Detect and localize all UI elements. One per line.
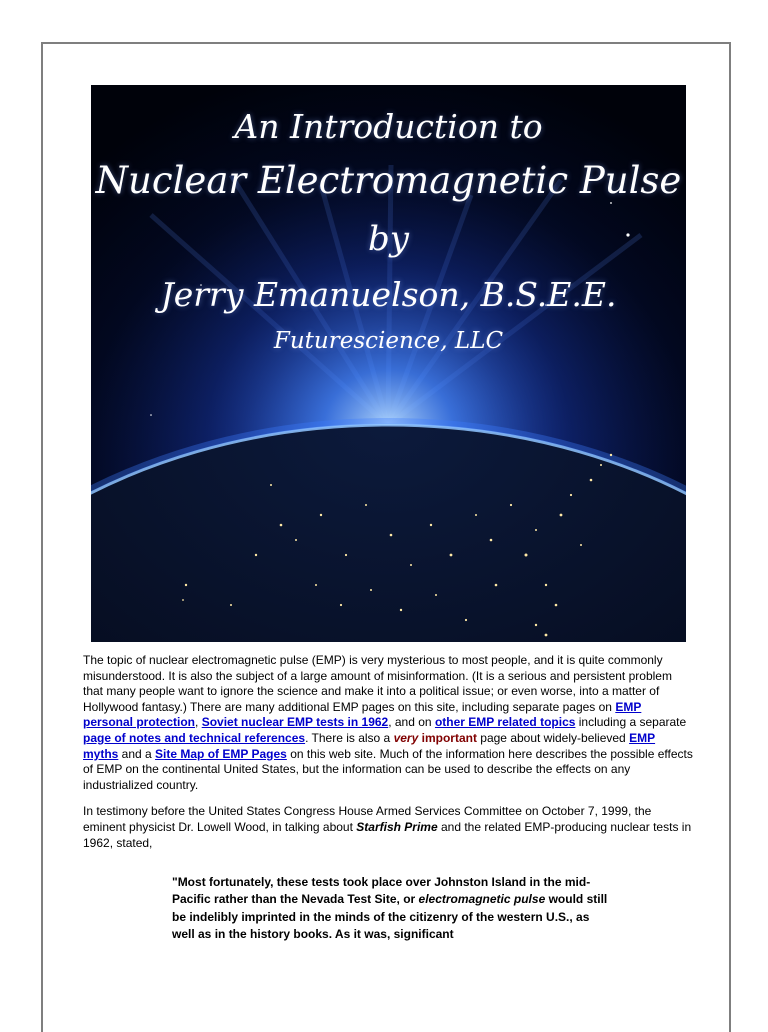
intro-text-8: on this web site. Much of the information here describes the possible effects of EMP on the continental United States, but the information can be used to describe the effects on any industrialized country. xyxy=(83,746,693,792)
blockquote-wood xyxy=(172,874,612,944)
emphasis-important: important xyxy=(418,730,477,745)
testimony-paragraph xyxy=(83,804,693,851)
link-notes-references[interactable]: page of notes and technical references xyxy=(83,730,306,745)
quote-emphasis: electromagnetic pulse xyxy=(418,892,546,907)
intro-paragraph xyxy=(83,653,693,793)
intro-text-2: , xyxy=(195,715,202,730)
intro-text-3: , and on xyxy=(388,715,435,730)
hero-title-line1: An Introduction to xyxy=(234,107,543,146)
link-emp-personal-protection[interactable]: EMP personal protection xyxy=(83,699,642,730)
emphasis-very: very xyxy=(393,730,419,745)
intro-text-4: including a separate xyxy=(575,715,687,730)
hero-title-line2: Nuclear Electromagnetic Pulse xyxy=(95,159,682,202)
intro-text-7: and a xyxy=(118,746,156,761)
intro-text-1: The topic of nuclear electromagnetic pulse (EMP) is very mysterious to most people, and it is quite commonly misunderstood. It is also the subject of a large amount of misinformation. (It is a serious and persistent problem that many people want to ignore the science and make it into a political issue; or even worse, into a matter of Hollywood fantasy.) There are many additional EMP pages on this site, including separate pages on xyxy=(83,653,672,714)
testimony-text-2: and the related EMP-producing nuclear tests in 1962, stated, xyxy=(83,819,692,850)
link-other-emp-topics[interactable]: other EMP related topics xyxy=(434,715,576,730)
hero-author: Jerry Emanuelson, B.S.E.E. xyxy=(160,275,617,314)
hero-organization: Futurescience, LLC xyxy=(273,328,504,354)
hero-by-line: by xyxy=(368,219,409,259)
link-site-map[interactable]: Site Map of EMP Pages xyxy=(155,746,287,761)
article-body xyxy=(83,653,693,862)
hero-banner-image xyxy=(91,85,686,642)
intro-text-5: . There is also a xyxy=(305,730,394,745)
intro-text-6: page about widely-believed xyxy=(476,730,630,745)
starfish-prime-emphasis: Starfish Prime xyxy=(356,819,438,834)
testimony-text-1: In testimony before the United States Congress House Armed Services Committee on October 7, 1999, the eminent physicist Dr. Lowell Wood, in talking about xyxy=(83,804,652,834)
quote-text-2: would still be indelibly imprinted in the minds of the citizenry of the western U.S., as well as in the history books. As it was, significant xyxy=(172,892,608,942)
link-soviet-emp-tests[interactable]: Soviet nuclear EMP tests in 1962 xyxy=(201,715,389,730)
link-emp-myths[interactable]: EMP myths xyxy=(83,730,656,761)
quote-text-1: "Most fortunately, these tests took place over Johnston Island in the mid-Pacific rather than the Nevada Test Site, or xyxy=(172,875,591,907)
